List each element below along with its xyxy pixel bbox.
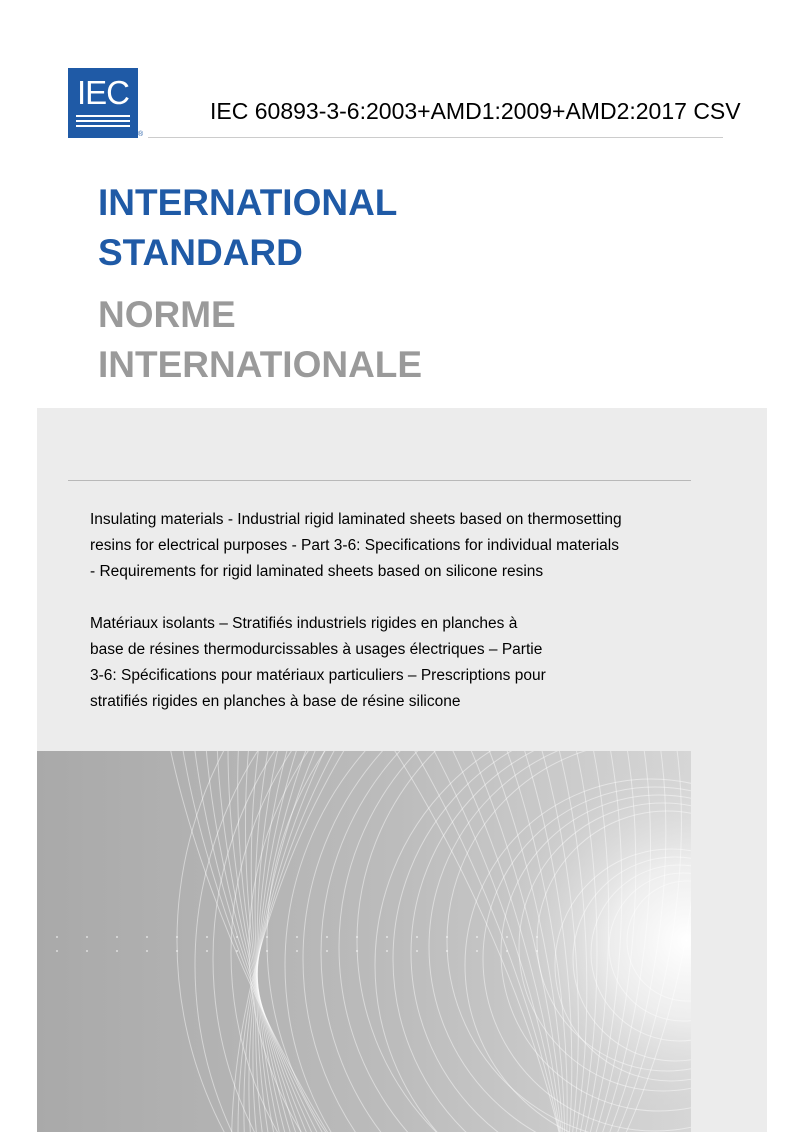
iec-logo bbox=[68, 68, 138, 138]
artwork-dot bbox=[176, 936, 178, 938]
desc-en-line: - Requirements for rigid laminated sheets based on silicone resins bbox=[90, 563, 544, 580]
artwork-dot bbox=[266, 936, 268, 938]
desc-en-line: resins for electrical purposes - Part 3-6: Specifications for individual materials bbox=[90, 537, 619, 554]
title-english bbox=[98, 178, 397, 278]
desc-fr-line: stratifiés rigides en planches à base de résine silicone bbox=[90, 693, 461, 710]
title-en-line: INTERNATIONAL bbox=[98, 182, 398, 223]
artwork-dot bbox=[146, 936, 148, 938]
title-french bbox=[98, 290, 422, 390]
artwork-dot bbox=[176, 950, 178, 952]
registered-mark: ® bbox=[138, 131, 144, 138]
logo-line bbox=[76, 120, 130, 122]
header-divider bbox=[148, 137, 723, 138]
artwork-dot bbox=[416, 936, 418, 938]
document-id: IEC 60893-3-6:2003+AMD1:2009+AMD2:2017 CSV bbox=[210, 98, 741, 124]
artwork-dot bbox=[86, 950, 88, 952]
artwork-dot bbox=[206, 950, 208, 952]
artwork-dot bbox=[116, 950, 118, 952]
logo-text: IEC bbox=[76, 74, 129, 111]
artwork-dot bbox=[146, 950, 148, 952]
description-english bbox=[90, 507, 690, 585]
panel-divider bbox=[68, 480, 691, 481]
decorative-artwork bbox=[37, 751, 691, 1132]
artwork-dot bbox=[266, 950, 268, 952]
title-fr-line: NORME bbox=[98, 294, 236, 335]
artwork-dot bbox=[446, 936, 448, 938]
artwork-dot bbox=[386, 950, 388, 952]
artwork-dot bbox=[326, 950, 328, 952]
artwork-dot bbox=[296, 936, 298, 938]
artwork-dot bbox=[116, 936, 118, 938]
logo-line bbox=[76, 125, 130, 127]
artwork-dot bbox=[206, 936, 208, 938]
logo-line bbox=[76, 115, 130, 117]
artwork-dot bbox=[56, 936, 58, 938]
artwork-dot bbox=[506, 950, 508, 952]
artwork-dot bbox=[356, 936, 358, 938]
artwork-dot bbox=[386, 936, 388, 938]
title-fr-line: INTERNATIONALE bbox=[98, 344, 423, 385]
description-french bbox=[90, 611, 690, 715]
artwork-dot bbox=[56, 950, 58, 952]
artwork-dot bbox=[356, 950, 358, 952]
artwork-dot bbox=[296, 950, 298, 952]
desc-fr-line: 3-6: Spécifications pour matériaux particuliers – Prescriptions pour bbox=[90, 667, 546, 684]
artwork-dot bbox=[326, 936, 328, 938]
artwork-dot bbox=[86, 936, 88, 938]
artwork-dot bbox=[236, 950, 238, 952]
artwork-dot bbox=[476, 936, 478, 938]
desc-fr-line: Matériaux isolants – Stratifiés industriels rigides en planches à bbox=[90, 615, 518, 632]
artwork-dot bbox=[536, 950, 538, 952]
artwork-dot bbox=[536, 936, 538, 938]
artwork-dot bbox=[476, 950, 478, 952]
desc-fr-line: base de résines thermodurcissables à usages électriques – Partie bbox=[90, 641, 543, 658]
title-en-line: STANDARD bbox=[98, 232, 303, 273]
desc-en-line: Insulating materials - Industrial rigid laminated sheets based on thermosetting bbox=[90, 511, 622, 528]
artwork-dot bbox=[416, 950, 418, 952]
artwork-dot bbox=[236, 936, 238, 938]
artwork-dot bbox=[446, 950, 448, 952]
artwork-graphic bbox=[37, 751, 691, 1132]
artwork-dot bbox=[506, 936, 508, 938]
